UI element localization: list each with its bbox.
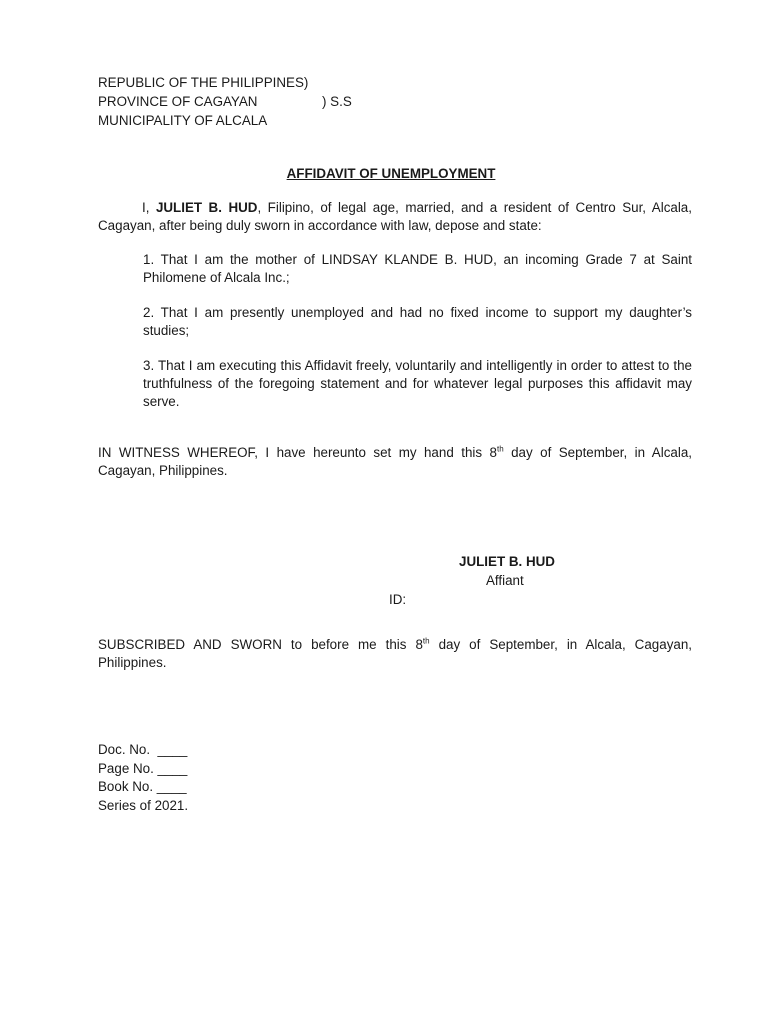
statement-2: 2. That I am presently unemployed and had no fixed income to support my daughter’s studies; [143,305,692,338]
affiant-label: Affiant [486,573,524,588]
series-year: Series of 2021. [98,798,189,813]
intro-paragraph [98,199,692,235]
jurat-after: day of September, in Alcala, Cagayan, Philippines. [98,637,693,670]
venue-republic: REPUBLIC OF THE PHILIPPINES) [98,75,309,90]
intro-text: , Filipino, of legal age, married, and a resident of Centro Sur, Alcala, Cagayan, after being duly sworn in accordance with law, depose and state: [98,200,692,233]
witness-after: day of September, in Alcala, Cagayan, Philippines. [98,445,692,478]
jurat-before: SUBSCRIBED AND SWORN to before me this 8 [98,637,423,652]
intro-prefix: I, [142,200,156,215]
venue-ss: ) S.S [322,94,352,109]
witness-ordinal: th [496,444,504,454]
page-number: Page No. ____ [98,761,188,776]
venue-municipality: MUNICIPALITY OF ALCALA [98,113,268,128]
witness-paragraph [98,444,692,480]
document-title: AFFIDAVIT OF UNEMPLOYMENT [286,166,496,181]
jurat-ordinal: th [422,636,430,646]
id-label: ID: [389,592,407,607]
doc-number: Doc. No. ____ [98,742,188,757]
book-number: Book No. ____ [98,779,187,794]
statement-3: 3. That I am executing this Affidavit freely, voluntarily and intelligently in order to attest to the truthfulness of the foregoing statement and for whatever legal purposes this affidavit may serve. [143,358,692,409]
affiant-signature-name: JULIET B. HUD [459,554,555,569]
witness-before: IN WITNESS WHEREOF, I have hereunto set my hand this 8 [98,445,497,460]
jurat-paragraph [98,636,692,672]
affiant-name-inline: JULIET B. HUD [155,200,258,215]
statement-1: 1. That I am the mother of LINDSAY KLANDE B. HUD, an incoming Grade 7 at Saint Philomene of Alcala Inc.; [143,252,692,285]
venue-province: PROVINCE OF CAGAYAN [98,94,258,109]
